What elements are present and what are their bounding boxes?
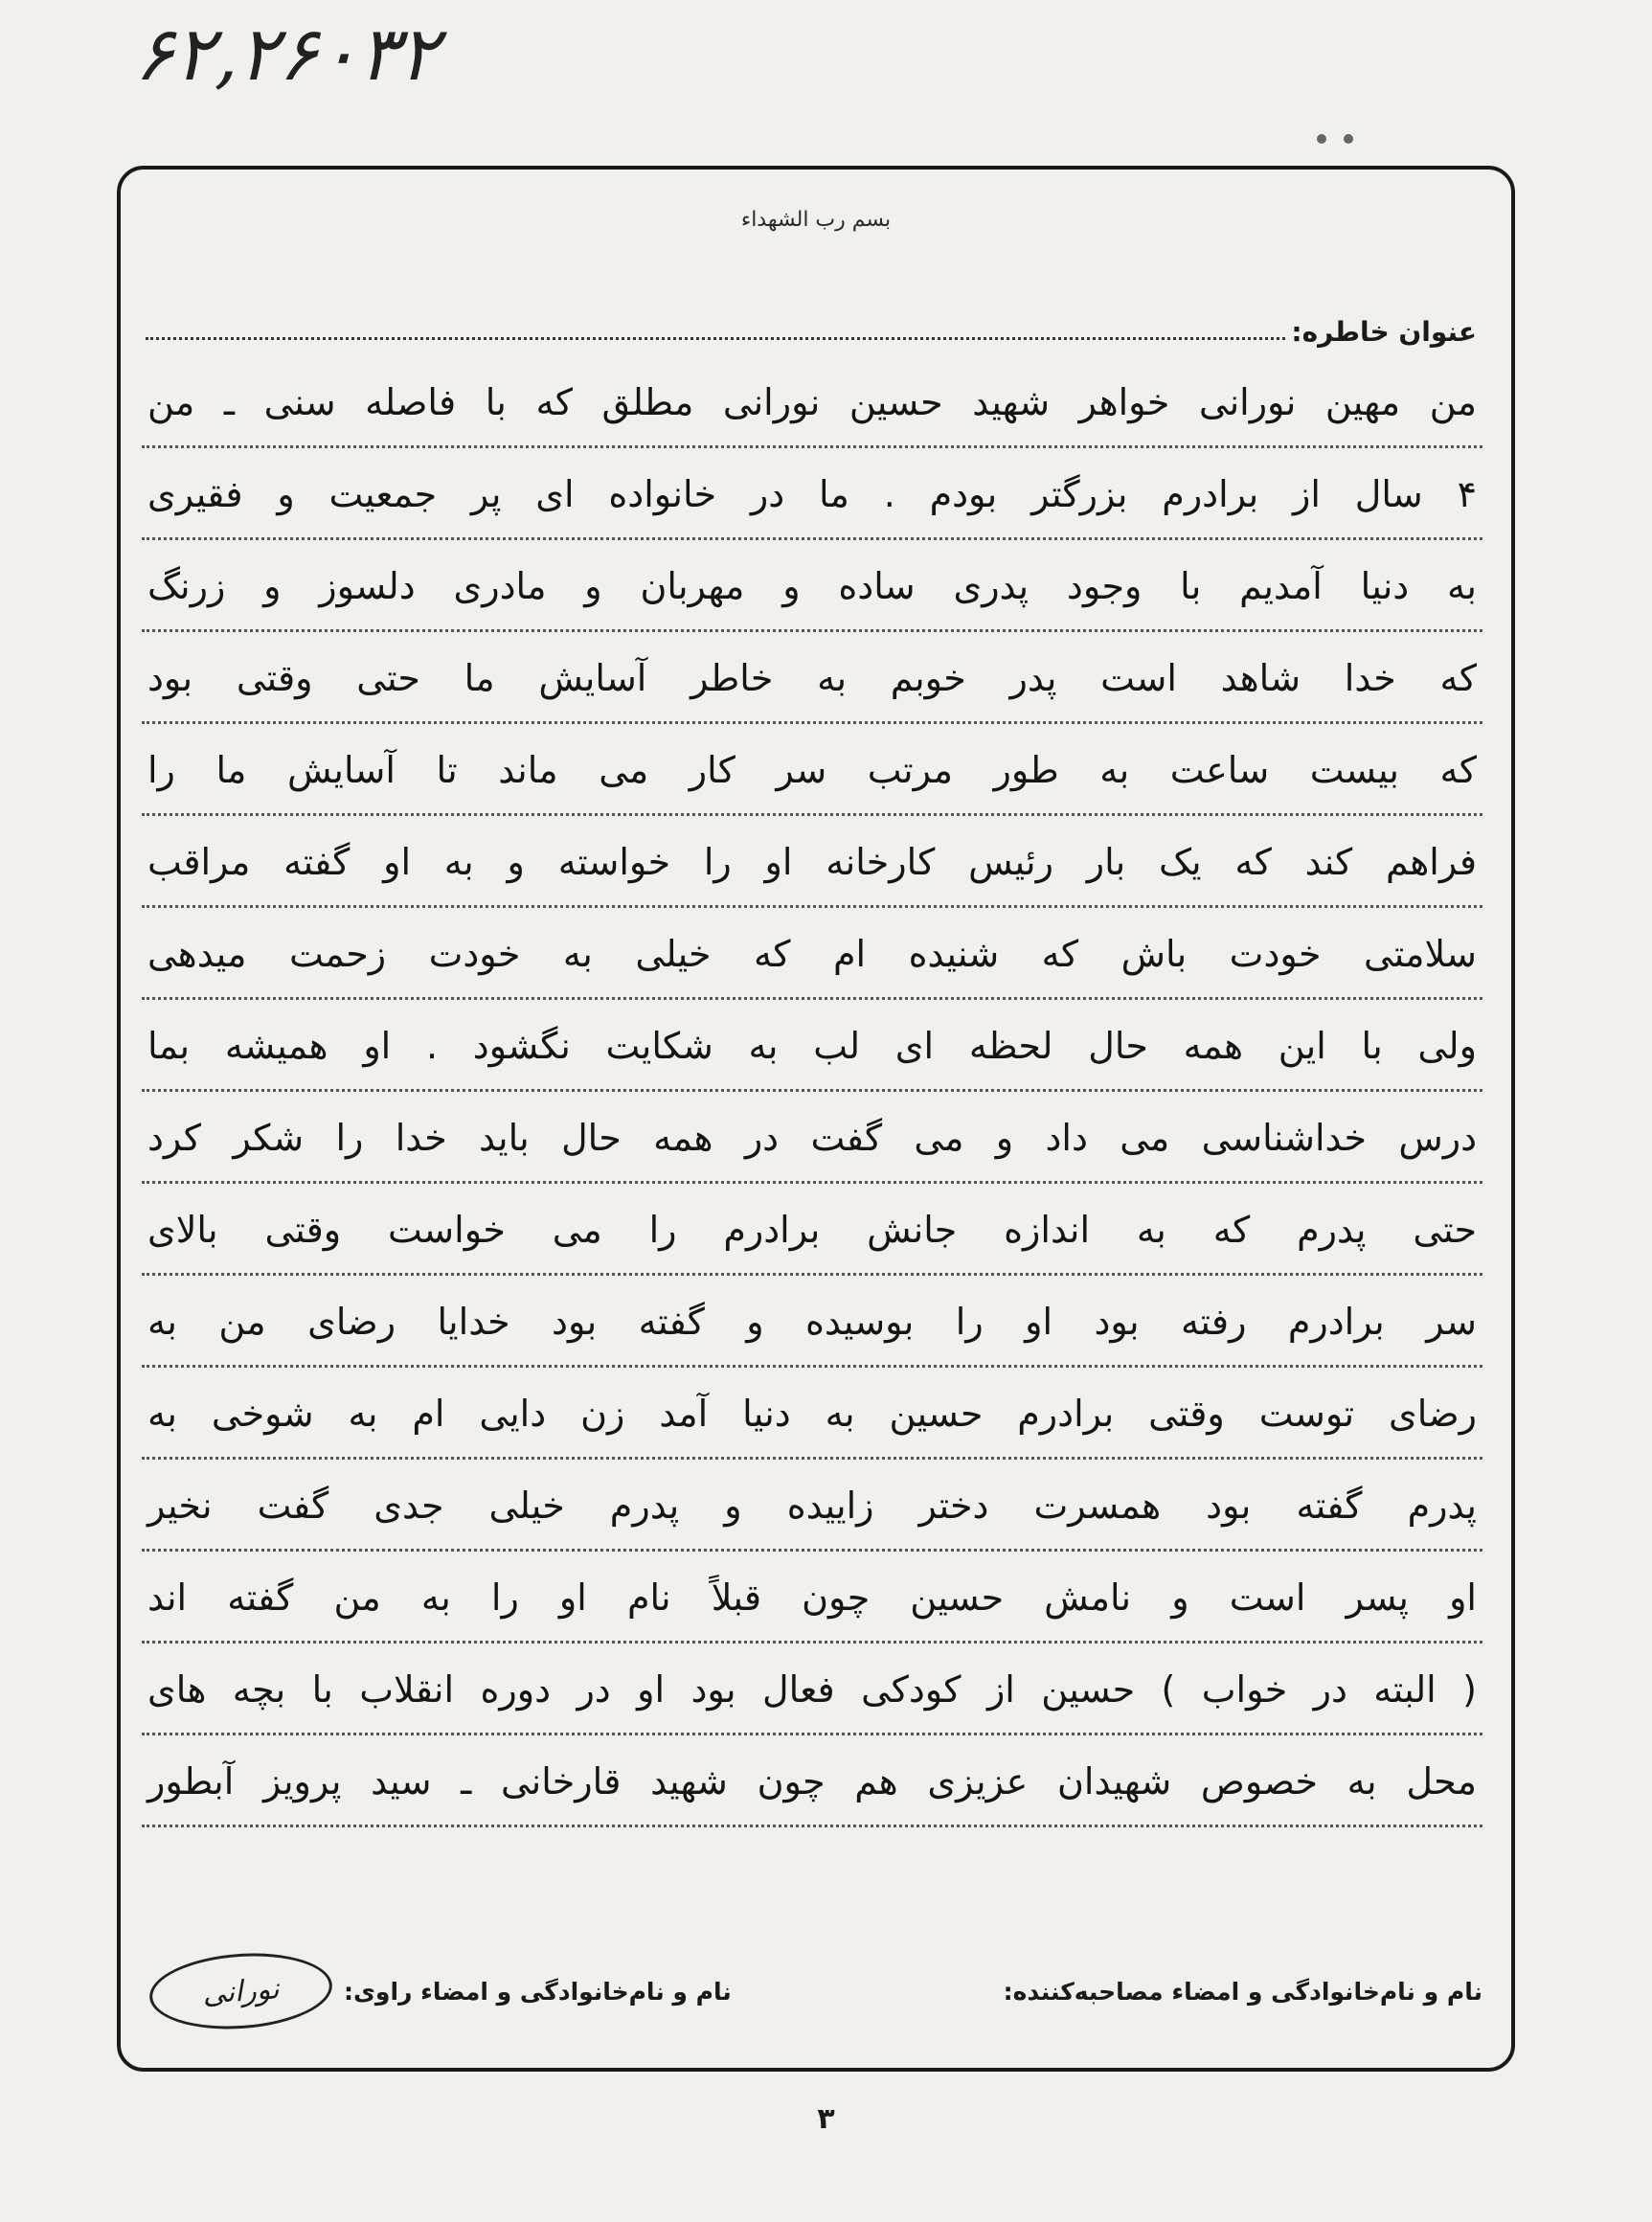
text-line: که خدا شاهد است پدر خوبم به خاطر آسایش ما حتی وقتی بود [142,632,1482,724]
narrator-label: نام و نام‌خانوادگی و امضاء راوی: [344,1977,732,2006]
memory-title-row [146,302,1477,348]
narrator-signature-block [149,1954,732,2029]
page-header: بسم رب الشهداء [740,208,892,232]
memory-title-dotted-line [146,336,1285,340]
page-number: ۳ [817,2102,835,2136]
text-line: که بیست ساعت به طور مرتب سر کار می ماند تا آسایش ما را [142,724,1482,816]
form-frame [117,166,1515,2072]
text-line: او پسر است و نامش حسین چون قبلاً نام او را به من گفته اند [142,1552,1482,1644]
memory-title-label: عنوان خاطره: [1291,316,1477,348]
text-line: ولی با این همه حال لحظه ای لب به شکایت نگشود . او همیشه بما [142,1000,1482,1092]
text-line: محل به خصوص شهیدان عزیزی هم چون شهید قارخانی ـ سید پرویز آبطور [142,1735,1482,1827]
text-line: ۴ سال از برادرم بزرگتر بودم . ما در خانواده ای پر جمعیت و فقیری [142,448,1482,540]
handwritten-text [142,356,1482,1827]
text-line: ( البته در خواب ) حسین از کودکی فعال بود او در دوره انقلاب با بچه های [142,1644,1482,1735]
interviewer-label: نام و نام‌خانوادگی و امضاء مصاحبه‌کننده: [1003,1977,1482,2006]
text-line: فراهم کند که یک بار رئیس کارخانه او را خواسته و به او گفته مراقب [142,816,1482,908]
signature-footer [149,1953,1482,2029]
narrator-signature: نورانی [147,1947,335,2034]
text-line: به دنیا آمدیم با وجود پدری ساده و مهربان و مادری دلسوز و زرنگ [142,540,1482,632]
text-line: درس خداشناسی می داد و می گفت در همه حال باید خدا را شکر کرد [142,1092,1482,1184]
text-line: سلامتی خودت باش که شنیده ام که خیلی به خودت زحمت میدهی [142,908,1482,1000]
scan-specks [1317,129,1370,147]
text-line: پدرم گفته بود همسرت دختر زاییده و پدرم خیلی جدی گفت نخیر [142,1460,1482,1552]
text-line: سر برادرم رفته بود او را بوسیده و گفته بود خدایا رضای من به [142,1276,1482,1368]
archive-number: ۶۲,۲۶۰۳۲ [134,11,440,98]
text-line: من مهین نورانی خواهر شهید حسین نورانی مطلق که با فاصله سنی ـ من [142,356,1482,448]
text-line: حتی پدرم که به اندازه جانش برادرم را می خواست وقتی بالای [142,1184,1482,1276]
text-line: رضای توست وقتی برادرم حسین به دنیا آمد زن دایی ام به شوخی به [142,1368,1482,1460]
